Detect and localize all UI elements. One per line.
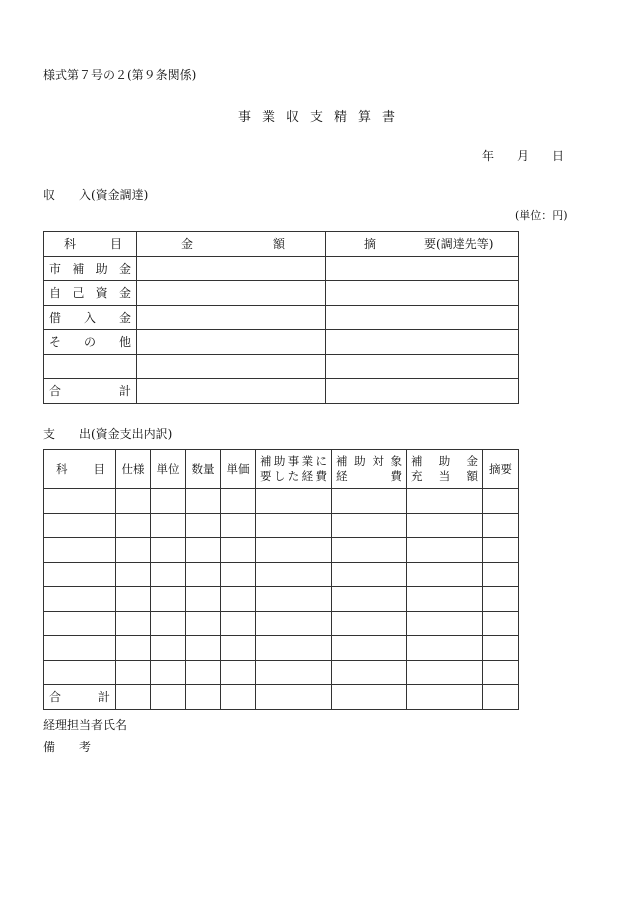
income-amount-cell[interactable]	[137, 281, 326, 306]
expense-row	[44, 636, 519, 661]
expense-cell[interactable]	[186, 489, 221, 514]
expense-col-quantity: 数量	[186, 450, 221, 489]
income-summary-cell[interactable]	[326, 256, 519, 281]
income-amount-cell[interactable]	[137, 330, 326, 355]
expense-cell[interactable]	[256, 562, 332, 587]
expense-cell[interactable]	[221, 513, 256, 538]
expense-cell[interactable]	[483, 562, 519, 587]
income-row: 借 入 金	[44, 305, 519, 330]
expense-cell[interactable]	[332, 636, 407, 661]
income-subject-cell[interactable]	[44, 354, 137, 379]
expense-cell[interactable]	[151, 562, 186, 587]
expense-row	[44, 587, 519, 612]
expense-row	[44, 513, 519, 538]
income-col-subject: 科 目	[44, 232, 137, 257]
date-month: 月	[517, 149, 530, 163]
expense-cell[interactable]	[44, 587, 116, 612]
expense-cell[interactable]	[186, 587, 221, 612]
expense-cell[interactable]	[116, 538, 151, 563]
expense-cell[interactable]	[44, 538, 116, 563]
expense-col-spec: 仕様	[116, 450, 151, 489]
expense-cell[interactable]	[116, 587, 151, 612]
income-col-summary	[326, 232, 519, 257]
unit-label: (単位：円)	[515, 209, 568, 222]
expense-total-row: 合 計	[44, 685, 519, 710]
income-total-summary[interactable]	[326, 379, 519, 404]
expense-cell[interactable]	[186, 538, 221, 563]
income-summary-cell[interactable]	[326, 305, 519, 330]
expense-cell[interactable]	[186, 660, 221, 685]
date-day: 日	[552, 149, 565, 163]
expense-cell[interactable]	[116, 513, 151, 538]
expense-cell[interactable]	[151, 611, 186, 636]
income-summary-cell[interactable]	[326, 354, 519, 379]
expense-cell[interactable]	[256, 660, 332, 685]
expense-cell[interactable]	[151, 660, 186, 685]
expense-row	[44, 562, 519, 587]
expense-cell[interactable]	[221, 660, 256, 685]
expense-cell[interactable]	[186, 562, 221, 587]
income-summary-cell[interactable]	[326, 281, 519, 306]
expense-cell[interactable]	[221, 489, 256, 514]
expense-cell[interactable]	[332, 587, 407, 612]
expense-cell[interactable]	[483, 538, 519, 563]
expense-cell[interactable]	[44, 660, 116, 685]
income-header-row	[44, 232, 519, 257]
income-row	[44, 354, 519, 379]
expense-cell[interactable]	[151, 636, 186, 661]
expense-cell[interactable]	[256, 513, 332, 538]
expense-cell[interactable]	[44, 611, 116, 636]
remarks-label: 備 考	[43, 740, 92, 754]
expense-cell[interactable]	[221, 636, 256, 661]
expense-cell[interactable]	[407, 587, 483, 612]
expense-cell[interactable]	[151, 489, 186, 514]
expense-cell[interactable]	[256, 489, 332, 514]
expense-col-subject: 科 目	[44, 450, 116, 489]
expense-cell[interactable]	[407, 660, 483, 685]
expense-cell[interactable]	[332, 489, 407, 514]
expense-table	[43, 449, 519, 710]
expense-cell[interactable]	[256, 636, 332, 661]
expense-row	[44, 538, 519, 563]
expense-cell[interactable]	[407, 538, 483, 563]
income-amount-cell[interactable]	[137, 305, 326, 330]
income-total-row: 合 計	[44, 379, 519, 404]
expense-header-row	[44, 450, 519, 489]
expense-row	[44, 611, 519, 636]
date-year: 年	[482, 149, 495, 163]
income-amount-cell[interactable]	[137, 354, 326, 379]
expense-cell[interactable]	[483, 660, 519, 685]
expense-cell[interactable]	[116, 660, 151, 685]
expense-col-project-cost: 補 助 事 業 に 要 し た 経 費	[256, 450, 332, 489]
expense-cell[interactable]	[221, 587, 256, 612]
expense-cell[interactable]	[221, 538, 256, 563]
income-col-amount: 金 額	[137, 232, 326, 257]
expense-cell[interactable]	[151, 587, 186, 612]
document-title: 事業収支精算書	[238, 110, 407, 125]
expense-cell[interactable]	[332, 513, 407, 538]
expense-cell[interactable]	[151, 513, 186, 538]
expense-cell[interactable]	[44, 636, 116, 661]
expense-cell[interactable]	[44, 562, 116, 587]
income-total-amount[interactable]	[137, 379, 326, 404]
expense-row	[44, 660, 519, 685]
expense-cell[interactable]	[186, 611, 221, 636]
expense-cell[interactable]	[44, 489, 116, 514]
expense-cell[interactable]	[407, 636, 483, 661]
expense-row	[44, 489, 519, 514]
expense-cell[interactable]	[332, 562, 407, 587]
income-amount-cell[interactable]	[137, 256, 326, 281]
income-row: 市 補 助 金	[44, 256, 519, 281]
expense-col-eligible-cost: 補 助 対 象 経 費	[332, 450, 407, 489]
income-row: そ の 他	[44, 330, 519, 355]
income-table	[43, 231, 519, 404]
expense-cell[interactable]	[186, 513, 221, 538]
expense-cell[interactable]	[483, 587, 519, 612]
expense-cell[interactable]	[186, 636, 221, 661]
expense-cell[interactable]	[221, 562, 256, 587]
expense-col-unit-price: 単価	[221, 450, 256, 489]
accountant-name-label: 経理担当者氏名	[43, 718, 128, 732]
income-summary-text: 摘 要(調達先等)	[364, 237, 494, 252]
expense-cell[interactable]	[332, 538, 407, 563]
expense-cell[interactable]	[116, 489, 151, 514]
expense-col-summary: 摘要	[483, 450, 519, 489]
expense-cell[interactable]	[256, 538, 332, 563]
expense-cell[interactable]	[116, 611, 151, 636]
form-number: 様式第７号の２(第９条関係)	[43, 68, 197, 82]
expense-col-subsidy-amount: 補 助 金 充 当 額	[407, 450, 483, 489]
expense-cell[interactable]	[151, 538, 186, 563]
income-heading: 収 入(資金調達)	[43, 188, 149, 202]
expense-cell[interactable]	[332, 611, 407, 636]
expense-cell[interactable]	[116, 562, 151, 587]
date-line	[482, 147, 564, 164]
expense-cell[interactable]	[407, 513, 483, 538]
income-row: 自 己 資 金	[44, 281, 519, 306]
expense-cell[interactable]	[407, 611, 483, 636]
expense-cell[interactable]	[256, 611, 332, 636]
expense-cell[interactable]	[256, 587, 332, 612]
expense-cell[interactable]	[483, 611, 519, 636]
expense-heading: 支 出(資金支出内訳)	[43, 427, 173, 441]
expense-cell[interactable]	[407, 562, 483, 587]
expense-cell[interactable]	[332, 660, 407, 685]
expense-cell[interactable]	[221, 611, 256, 636]
expense-cell[interactable]	[407, 489, 483, 514]
expense-cell[interactable]	[483, 513, 519, 538]
expense-cell[interactable]	[483, 636, 519, 661]
expense-cell[interactable]	[44, 513, 116, 538]
expense-cell[interactable]	[483, 489, 519, 514]
expense-cell[interactable]	[116, 636, 151, 661]
income-summary-cell[interactable]	[326, 330, 519, 355]
expense-col-unit: 単位	[151, 450, 186, 489]
